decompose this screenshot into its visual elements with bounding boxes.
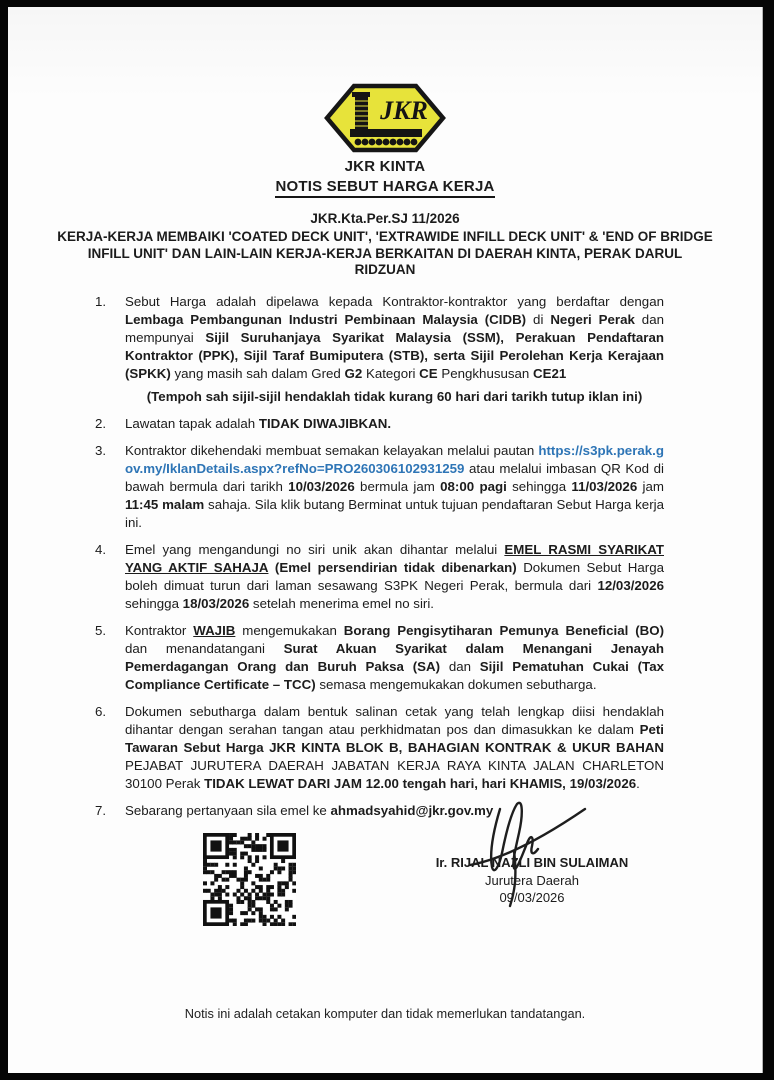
- office-name: JKR KINTA: [344, 158, 426, 175]
- notice-item-7: [95, 802, 664, 820]
- item-number: 4.: [95, 541, 107, 557]
- notice-item-1: [95, 293, 664, 406]
- item-number: 3.: [95, 442, 107, 458]
- reference-number: JKR.Kta.Per.SJ 11/2026: [310, 211, 460, 226]
- item-text: Dokumen sebutharga dalam bentuk salinan cetak yang telah lengkap diisi hendaklah dihantar dengan serahan tangan atau perkhidmatan pos dan dimasukkan ke dalam Peti Tawaran Sebut Harga JKR KINTA BLOK B, BAHAGIAN KONTRAK & UKUR BAHAN PEJABAT JURUTERA DAERAH JABATAN KERJA RAYA KINTA JALAN CHARLETON 30100 Perak TIDAK LEWAT DARI JAM 12.00 tengah hari, hari KHAMIS, 19/03/2026.: [125, 703, 664, 791]
- signatory-name: Ir. RIJAL NAZLI BIN SULAIMAN: [435, 854, 629, 870]
- notice-item-4: [95, 541, 664, 613]
- notice-item-2: [95, 415, 664, 433]
- document-page: [8, 7, 763, 1073]
- item-text: Kontraktor dikehendaki membuat semakan kelayakan melalui pautan https://s3pk.perak.gov.my/IklanDetails.aspx?refNo=PRO260306102931259 atau melalui imbasan QR Kod di bawah bermula dari tarikh 10/03/2026 bermula jam 08:00 pagi sehingga 11/03/2026 jam 11:45 malam sahaja. Sila klik butang Berminat untuk tujuan pendaftaran Sebut Harga kerja ini.: [125, 442, 664, 530]
- qr-code: [203, 833, 296, 926]
- signature-block: [414, 833, 650, 905]
- document-title: KERJA-KERJA MEMBAIKI 'COATED DECK UNIT', 'EXTRAWIDE INFILL DECK UNIT' & 'END OF BRIDGE INFILL UNIT' DAN LAIN-LAIN KERJA-KERJA BERKAITAN DI DAERAH KINTA, PERAK DARUL RIDZUAN: [57, 229, 713, 277]
- notice-list: [8, 279, 762, 820]
- item-number: 7.: [95, 802, 107, 818]
- item-number: 6.: [95, 703, 107, 719]
- qualification-check-link[interactable]: https://s3pk.perak.gov.my/IklanDetails.aspx?refNo=PRO260306102931259: [125, 442, 664, 476]
- item-number: 5.: [95, 622, 107, 638]
- footer-note: Notis ini adalah cetakan komputer dan tidak memerlukan tandatangan.: [184, 1006, 586, 1021]
- document-header: [8, 7, 762, 198]
- item-number: 1.: [95, 293, 107, 309]
- notice-item-5: [95, 622, 664, 694]
- item-text: Lawatan tapak adalah TIDAK DIWAJIBKAN.: [125, 415, 392, 431]
- item-text: Sebut Harga adalah dipelawa kepada Kontraktor-kontraktor yang berdaftar dengan Lembaga Pembangunan Industri Pembinaan Malaysia (CIDB) di Negeri Perak dan mempunyai Sijil Suruhanjaya Syarikat Malaysia (SSM), Perakuan Pendaftaran Kontraktor (PPK), Sijil Taraf Bumiputera (STB), serta Sijil Perolehan Kerja Kerajaan (SPKK) yang masih sah dalam Gred G2 Kategori CE Pengkhususan CE21 (Tempoh sah sijil-sijil hendaklah tidak kurang 60 hari dari tarikh tutup iklan ini): [125, 293, 664, 404]
- signature-date: 09/03/2026: [499, 889, 565, 905]
- signatory-role: Jurutera Daerah: [485, 872, 579, 888]
- item-text: Emel yang mengandungi no siri unik akan dihantar melalui EMEL RASMI SYARIKAT YANG AKTIF SAHAJA (Emel persendirian tidak dibenarkan) Dokumen Sebut Harga boleh dimuat turun dari laman sesawang S3PK Negeri Perak, bermula dari 12/03/2026 sehingga 18/03/2026 setelah menerima emel no siri.: [125, 541, 664, 611]
- item-text: Sebarang pertanyaan sila emel ke ahmadsyahid@jkr.gov.my .: [125, 802, 501, 818]
- jkr-logo-text: JKR: [380, 96, 428, 125]
- notice-item-3: [95, 442, 664, 532]
- signature-row: [8, 829, 762, 926]
- notice-type-heading: NOTIS SEBUT HARGA KERJA: [275, 178, 494, 198]
- certificate-validity-note: (Tempoh sah sijil-sijil hendaklah tidak kurang 60 hari dari tarikh tutup iklan ini): [146, 388, 643, 404]
- item-text: Kontraktor WAJIB mengemukakan Borang Pengisytiharan Pemunya Beneficial (BO) dan menandatangani Surat Akuan Syarikat dalam Menangani Jenayah Pemerdagangan Orang dan Buruh Paksa (SA) dan Sijil Pematuhan Cukai (Tax Compliance Certificate – TCC) semasa mengemukakan dokumen sebutharga.: [125, 622, 664, 692]
- item-number: 2.: [95, 415, 107, 431]
- jkr-logo-icon: [324, 83, 446, 153]
- notice-item-6: [95, 703, 664, 793]
